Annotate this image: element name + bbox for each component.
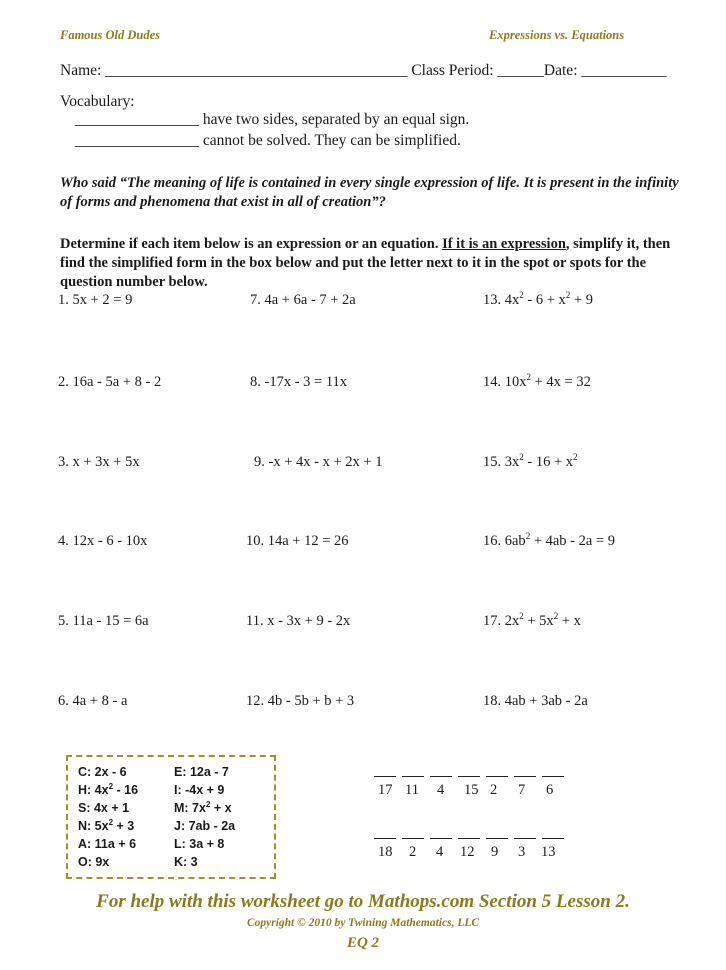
vocab-line-2: ________________ cannot be solved. They can be simplified. [75,132,461,149]
answer-key-row [78,765,274,781]
problem-6: 6. 4a + 8 - a [58,693,128,709]
answer-blank[interactable] [514,776,536,777]
key-option-k: K: 3 [174,855,198,869]
instructions-underlined: If it is an expression [442,236,566,252]
problem-14: 14. $10x^2 + 4x = 32$ [483,372,591,390]
instructions-part-1: Determine if each item below is an expression or an equation. [60,236,443,252]
problem-3: 3. x + 3x + 5x [58,454,140,470]
problem-8: 8. -17x - 3 = 11x [250,374,348,390]
problem-2: 2. 16a - 5a + 8 - 2 [58,374,162,390]
answer-number: 17 [378,782,393,798]
answer-key-box [66,755,276,879]
header-right: Expressions vs. Equations [489,28,625,42]
answer-blank[interactable] [374,776,396,777]
quote-question: Who said “The meaning of life is contained in every single expression of life. It is present in the infinity of forms and phenomena that exist in all of creation”? [60,175,679,210]
copyright: Copyright © 2010 by Twining Mathematics, LLC [246,917,480,929]
key-option-l: L: 3a + 8 [174,837,225,851]
answer-blank[interactable] [486,776,508,777]
answer-blank[interactable] [402,838,424,839]
answer-number: 9 [491,844,499,860]
problem-10: 10. 14a + 12 = 26 [246,533,349,549]
answer-blank[interactable] [542,838,564,839]
problem-12: 12. 4b - 5b + b + 3 [246,693,355,709]
answer-key-row [78,855,274,871]
problem-5: 5. 11a - 15 = 6a [58,613,149,629]
answer-number: 13 [541,844,556,860]
answer-number: 18 [378,844,393,860]
answer-number: 7 [518,782,526,798]
answer-key-row [78,801,274,817]
problem-15: 15. $3x^2 - 16 + x^2$ [483,452,578,470]
problem-17: 17. $2x^2 + 5x^2 + x$ [483,611,581,629]
key-option-c: C: 2x - 6 [78,765,127,779]
key-option-j: J: 7ab - 2a [174,819,236,833]
key-option-s: S: 4x + 1 [78,801,130,815]
answer-blank[interactable] [374,838,396,839]
answer-number: 3 [518,844,526,860]
header-left: Famous Old Dudes [60,28,161,42]
key-option-e: E: 12a - 7 [174,765,229,779]
key-option-m: M: $7x^2 + x$ [174,800,232,815]
key-option-h: H: $4x^2 - 16$ [78,782,139,797]
problem-11: 11. x - 3x + 9 - 2x [246,613,351,629]
problem-4: 4. 12x - 6 - 10x [58,533,148,549]
key-option-n: N: $5x^2 + 3$ [78,818,135,833]
problem-7: 7. 4a + 6a - 7 + 2a [250,292,356,308]
answer-number: 2 [490,782,498,798]
help-link-text: For help with this worksheet go to Mathops.com Section 5 Lesson 2. [96,891,630,912]
key-option-o: O: 9x [78,855,110,869]
problem-18: 18. 4ab + 3ab - 2a [483,693,588,709]
vocab-title: Vocabulary: [60,93,135,110]
problem-1: 1. 5x + 2 = 9 [58,292,133,308]
page-code: EQ 2 [346,935,380,951]
answer-number: 12 [460,844,475,860]
answer-blank[interactable] [458,838,480,839]
answer-blank[interactable] [430,776,452,777]
answer-blank[interactable] [486,838,508,839]
key-option-a: A: 11a + 6 [78,837,137,851]
name-line: Name: _______________________________________ Class Period: ______Date: ___________ [60,62,667,79]
key-option-i: I: -4x + 9 [174,783,225,797]
answer-number: 11 [405,782,419,798]
answer-blank[interactable] [430,838,452,839]
answer-blank[interactable] [542,776,564,777]
problem-9: 9. -x + 4x - x + 2x + 1 [254,454,383,470]
vocab-line-1: ________________ have two sides, separated by an equal sign. [75,111,470,128]
answer-number: 6 [546,782,554,798]
instructions [60,235,675,292]
problem-16: 16. $6ab^2 + 4ab - 2a = 9$ [483,531,615,549]
answer-key-row [78,819,274,835]
instructions-part-2: , simplify it, then find the simplified form in the box below and put the letter next to it in the spot or spots for the question number below. [60,236,671,290]
answer-blank[interactable] [458,776,480,777]
answer-blank[interactable] [402,776,424,777]
answer-key-row [78,783,274,799]
answer-number: 15 [464,782,479,798]
answer-number: 2 [409,844,417,860]
answer-number: 4 [437,782,445,798]
answer-blank[interactable] [514,838,536,839]
answer-key-row [78,837,274,853]
answer-number: 4 [436,844,444,860]
problem-13: 13. $4x^2 - 6 + x^2 + 9$ [483,290,593,308]
